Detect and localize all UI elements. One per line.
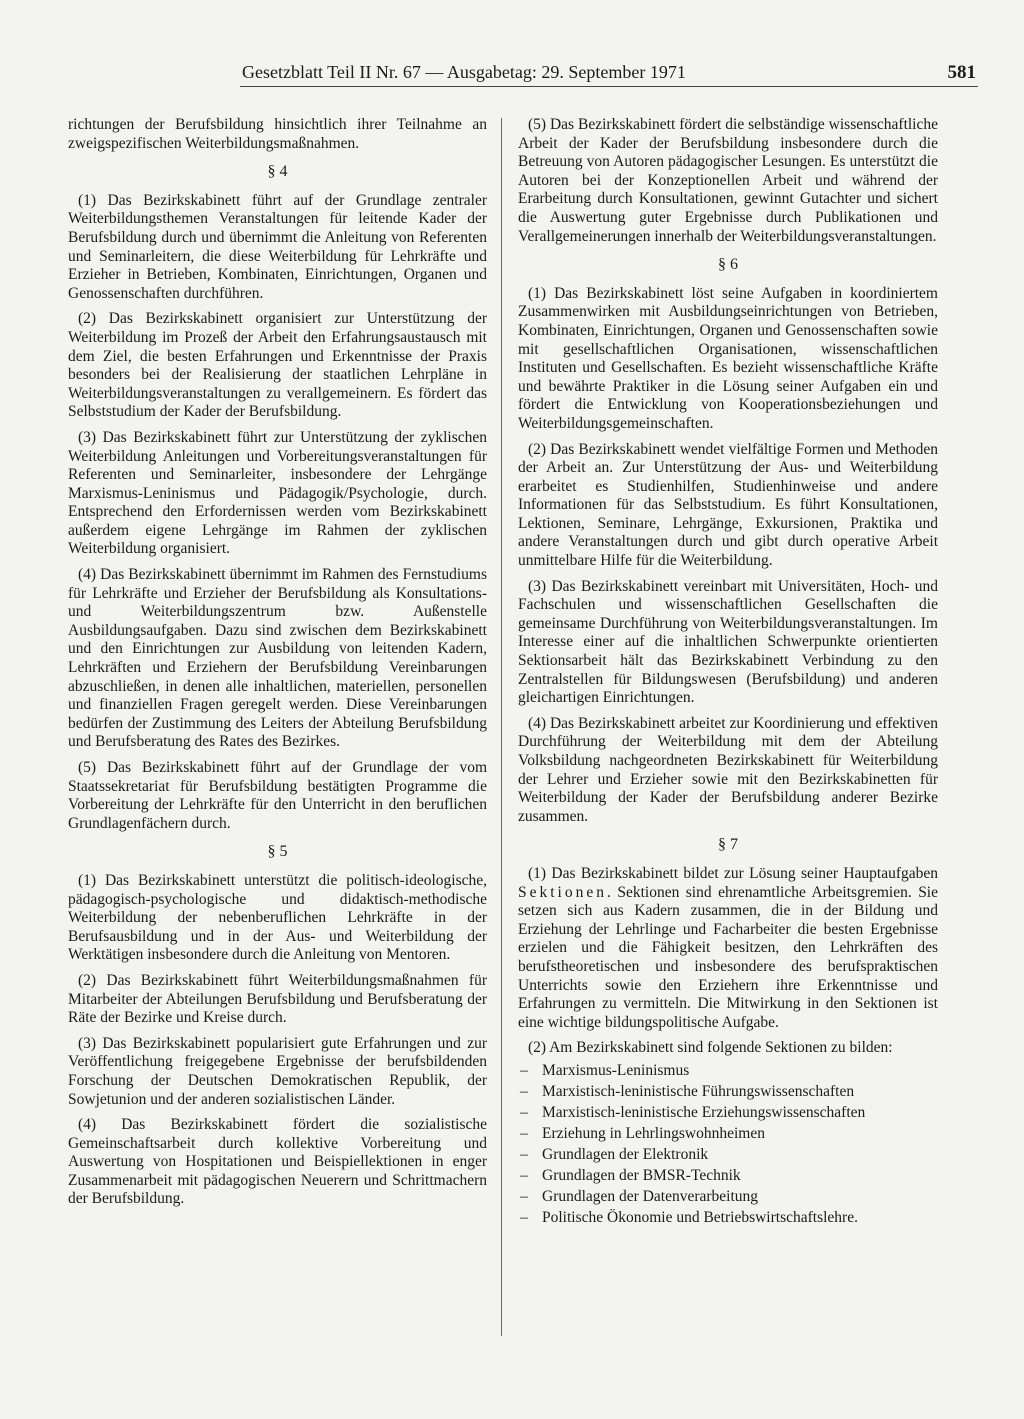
list-item: – Marxistisch-leninistische Erziehungswissenschaften xyxy=(518,1102,938,1123)
list-item: – Grundlagen der BMSR-Technik xyxy=(518,1165,938,1186)
section-6-heading: § 6 xyxy=(718,256,738,274)
page-number: 581 xyxy=(947,62,976,83)
column-divider xyxy=(501,118,502,1336)
section-4-heading: § 4 xyxy=(267,163,288,181)
section-7-paragraph-1 xyxy=(518,865,938,1032)
sektionen-emphasis: Sektionen xyxy=(518,883,607,901)
section-6-paragraph-4: (4) Das Bezirkskabinett arbeitet zur Koordinierung und effektiven Durchführung der Weiterbildung mit dem der Abteilung Volksbildung nachgeordneten Bezirkskabinett für Weiterbildung der Lehrer und Erzieher sowie mit den Bezirkskabinetten für Weiterbildung der Kader der Berufsbildung anderer Bezirke zusammen. xyxy=(518,714,938,825)
page-header xyxy=(242,62,976,86)
section-6-paragraph-1: (1) Das Bezirkskabinett löst seine Aufgaben in koordiniertem Zusammenwirken mit Ausbildungseinrichtungen von Betrieben, Kombinaten, Einrichtungen, Organen und Genossenschaften sowie mit gesellschaftlichen Organisationen, wissenschaftlichen Instituten und Gesellschaften. Es bezieht wissenschaftliche Kräfte und bewährte Praktiker in die Lösung seiner Aufgaben ein und fördert die Entwicklung von Kooperationsbeziehungen und Weiterbildungsgemeinschaften. xyxy=(518,284,938,432)
list-item: – Marxistisch-leninistische Führungswissenschaften xyxy=(518,1081,938,1102)
sections-list xyxy=(518,1060,938,1228)
section-7-paragraph-2-intro: (2) Am Bezirkskabinett sind folgende Sektionen zu bilden: xyxy=(528,1039,893,1057)
section-4-paragraph-5: (5) Das Bezirkskabinett führt auf der Grundlage der vom Staatssekretariat für Berufsbildung bestätigten Programme die Vorbereitung der Lehrkräfte für den Unterricht in den beruflichen Grundlagenfächern durch. xyxy=(68,759,487,832)
section-4-paragraph-3: (3) Das Bezirkskabinett führt zur Unterstützung der zyklischen Weiterbildung Anleitungen und Vorbereitungsveranstaltungen für Referenten und Seminarleiter, insbesondere der Lehrgänge Marxismus-Leninismus und Pädagogik/Psychologie, durch. Entsprechend den Erfordernissen werden vom Bezirkskabinett außerdem eigene Lehrgänge im Rahmen der zyklischen Weiterbildung organisiert. xyxy=(68,428,487,558)
right-column xyxy=(518,116,938,1228)
list-item: – Erziehung in Lehrlingswohnheimen xyxy=(518,1123,938,1144)
section-7-heading: § 7 xyxy=(718,836,738,854)
section-5-paragraph-2: (2) Das Bezirkskabinett führt Weiterbildungsmaßnahmen für Mitarbeiter der Abteilungen Berufsbildung und Berufsberatung der Räte der Bezirke und Kreise durch. xyxy=(68,971,487,1027)
intro-paragraph: richtungen der Berufsbildung hinsichtlich ihrer Teilnahme an zweigspezifischen Weiterbildungsmaßnahmen. xyxy=(68,116,487,152)
list-item: – Politische Ökonomie und Betriebswirtschaftslehre. xyxy=(518,1207,938,1228)
section-6-paragraph-3: (3) Das Bezirkskabinett vereinbart mit Universitäten, Hoch- und Fachschulen und wissenschaftlichen Gesellschaften die gemeinsame Durchführung von Weiterbildungsveranstaltungen. Im Interesse einer auf die inhaltlichen Schwerpunkte orientierten Sektionsarbeit hält das Bezirkskabinett Verbindung zu den Zentralstellen für Bildungswesen (Berufsbildung) und anderen gleichartigen Einrichtungen. xyxy=(518,577,938,707)
section-7-paragraph-1-start: (1) Das Bezirkskabinett bildet zur Lösung seiner Hauptaufgaben xyxy=(528,864,938,882)
section-6-paragraph-2: (2) Das Bezirkskabinett wendet vielfältige Formen und Methoden der Arbeit an. Zur Unterstützung der Aus- und Weiterbildung erarbeitet es Studienhilfen, Studienhinweise und andere Informationen für das Selbststudium. Es führt Konsultationen, Lektionen, Seminare, Lehrgänge, Exkursionen, Praktika und andere Veranstaltungen durch und gibt durch operative Arbeit unmittelbare Hilfe für die Weiterbildung. xyxy=(518,440,938,570)
section-4-paragraph-1: (1) Das Bezirkskabinett führt auf der Grundlage zentraler Weiterbildungsthemen Veranstaltungen für leitende Kader der Berufsbildung durch und übernimmt die Anleitung von Referenten und Seminarleitern, die diese Weiterbildung für Lehrkräfte und Erzieher in Betrieben, Kombinaten, Einrichtungen, Organen und Genossenschaften durchführen. xyxy=(68,191,487,302)
list-item: – Grundlagen der Datenverarbeitung xyxy=(518,1186,938,1207)
section-4-paragraph-4: (4) Das Bezirkskabinett übernimmt im Rahmen des Fernstudiums für Lehrkräfte und Erzieher der Berufsbildung als Konsultations- und Weiterbildungszentrum bzw. Außenstelle Ausbildungsaufgaben. Dazu sind zwischen dem Bezirkskabinett und den Einrichtungen zur Ausbildung von leitenden Kadern, Lehrkräften und Erziehern der Berufsbildung Vereinbarungen abzuschließen, in denen alle inhaltlichen, materiellen, personellen und finanziellen Fragen geregelt werden. Diese Vereinbarungen bedürfen der Zustimmung des Leiters der Abteilung Berufsbildung und Berufsberatung des Rates des Bezirkes. xyxy=(68,566,487,751)
section-5-paragraph-5: (5) Das Bezirkskabinett fördert die selbständige wissenschaftliche Arbeit der Kader der Berufsbildung insbesondere durch die Betreuung von Autoren pädagogischer Lesungen. Es unterstützt die Autoren bei der Konzeptionellen Arbeit und während der Erarbeitung durch Konsultationen, gewinnt Gutachter und sichert die Auswertung guter Ergebnisse durch Publikationen und Verallgemeinerungen innerhalb der Weiterbildungsveranstaltungen. xyxy=(518,116,938,245)
list-item: – Grundlagen der Elektronik xyxy=(518,1144,938,1165)
list-item: – Marxismus-Leninismus xyxy=(518,1060,938,1081)
section-5-heading: § 5 xyxy=(267,843,288,861)
header-rule xyxy=(240,86,978,87)
section-5-paragraph-4: (4) Das Bezirkskabinett fördert die sozialistische Gemeinschaftsarbeit durch kollektive Vorbereitung und Auswertung von Hospitationen und Beispiellektionen in enger Zusammenarbeit mit pädagogischen Neuerern und Schrittmachern der Berufsbildung. xyxy=(68,1116,487,1208)
section-4-paragraph-2: (2) Das Bezirkskabinett organisiert zur Unterstützung der Weiterbildung im Prozeß der Arbeit den Erfahrungsaustausch mit dem Ziel, die besten Erfahrungen und Erkenntnisse der Praxis besonders bei der Realisierung der staatlichen Lehrpläne in Weiterbildungsveranstaltungen zu verallgemeinern. Es fördert das Selbststudium der Kader der Berufsbildung. xyxy=(68,310,487,421)
section-7-paragraph-1-rest: . Sektionen sind ehrenamtliche Arbeitsgremien. Sie setzen sich aus Kadern zusammen, die in der Bildung und Erziehung der Lehrlinge und Facharbeiter die besten Ergebnisse erzielen und die Fähigkeit besitzen, den Lehrkräften des berufstheoretischen und insbesondere des berufspraktischen Unterrichts sowie den Erziehern ihre Erkenntnisse und Erfahrungen zu vermitteln. Die Mitwirkung in den Sektionen ist eine wichtige bildungspolitische Aufgabe. xyxy=(518,883,938,1031)
page-header-title: Gesetzblatt Teil II Nr. 67 — Ausgabetag: 29. September 1971 xyxy=(242,62,686,82)
section-5-paragraph-1: (1) Das Bezirkskabinett unterstützt die politisch-ideologische, pädagogisch-psychologische und didaktisch-methodische Weiterbildung der nebenberuflichen Lehrkräfte in der Berufsausbildung und in der Aus- und Weiterbildung der Werktätigen insbesondere durch die Anleitung von Mentoren. xyxy=(68,871,487,964)
section-5-paragraph-3: (3) Das Bezirkskabinett popularisiert gute Erfahrungen und zur Veröffentlichung freigegebene Ergebnisse der berufsbildenden Forschung der Deutschen Demokratischen Republik, der Sowjetunion und der anderen sozialistischen Länder. xyxy=(68,1034,487,1108)
left-column xyxy=(68,116,487,1216)
